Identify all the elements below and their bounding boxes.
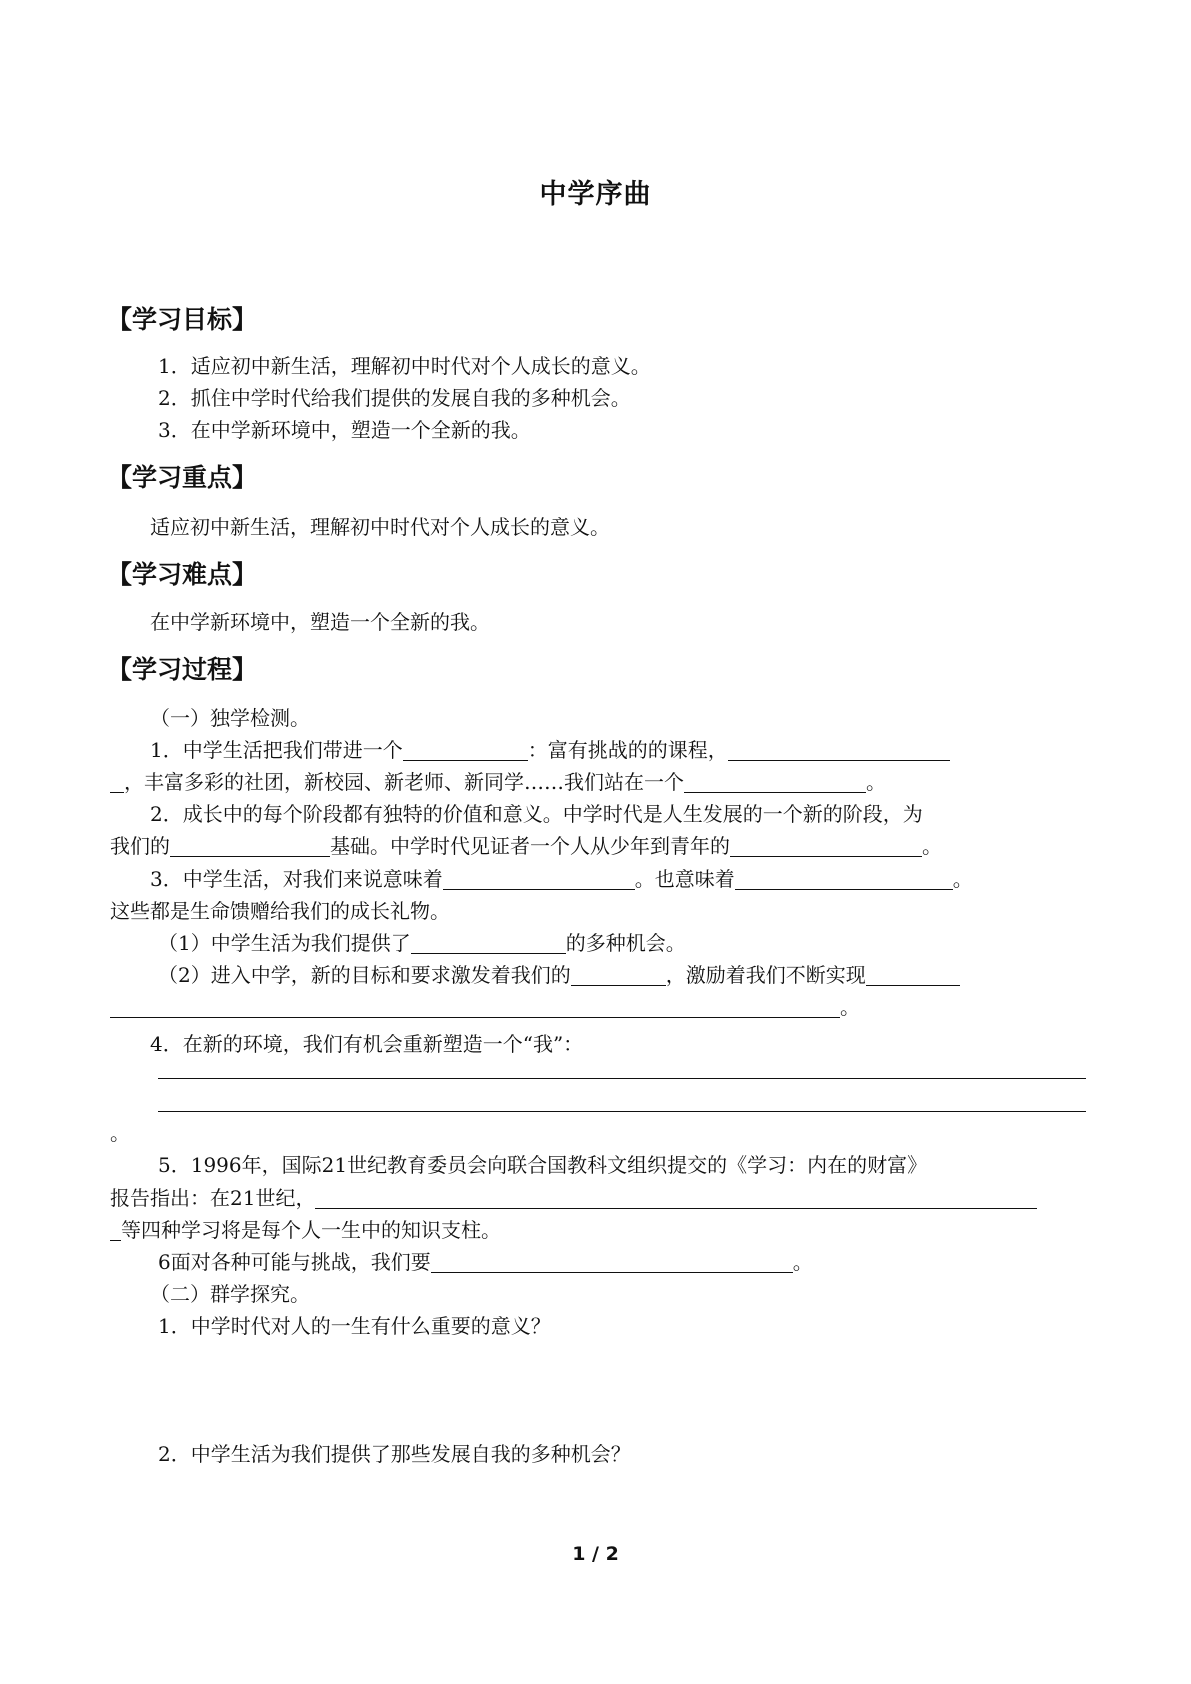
part2-label: （二）群学探究。 bbox=[150, 1282, 310, 1306]
fill-blank[interactable] bbox=[403, 738, 528, 761]
fill-blank[interactable] bbox=[730, 834, 922, 857]
q3-text-b: 。也意味着 bbox=[634, 867, 735, 891]
goal-item-1: 1．适应初中新生活，理解初中时代对个人成长的意义。 bbox=[158, 354, 651, 378]
q1-text-d: 。 bbox=[866, 770, 886, 794]
q2-text-b: 我们的 bbox=[110, 834, 170, 858]
page-number: 1 / 2 bbox=[572, 1543, 619, 1565]
q3-sub2-text-b: ，激励着我们不断实现 bbox=[665, 963, 866, 987]
exploration-question-1: 1．中学时代对人的一生有什么重要的意义？ bbox=[158, 1314, 551, 1338]
q3-sub2-text-a: （2）进入中学，新的目标和要求激发着我们的 bbox=[158, 963, 571, 987]
fill-blank[interactable] bbox=[571, 963, 666, 986]
q6-text-b: 。 bbox=[792, 1250, 813, 1274]
answer-line[interactable] bbox=[158, 1111, 1086, 1112]
fill-blank[interactable] bbox=[431, 1250, 793, 1273]
part1-label: （一）独学检测。 bbox=[150, 706, 310, 730]
answer-line[interactable] bbox=[158, 1078, 1086, 1079]
heading-process: 【学习过程】 bbox=[107, 655, 258, 684]
key-text: 适应初中新生活，理解初中时代对个人成长的意义。 bbox=[150, 515, 610, 539]
exploration-question-2: 2．中学生活为我们提供了那些发展自我的多种机会？ bbox=[158, 1442, 631, 1466]
fill-blank[interactable] bbox=[315, 1186, 1037, 1209]
q3-sub1-text-a: （1）中学生活为我们提供了 bbox=[158, 931, 411, 955]
question-5: 5．1996年，国际21世纪教育委员会向联合国教科文组织提交的《学习：内在的财富》 bbox=[158, 1153, 928, 1177]
heading-goals: 【学习目标】 bbox=[107, 305, 258, 334]
q1-text-a: 1．中学生活把我们带进一个 bbox=[150, 738, 403, 762]
question-5-cont-2 bbox=[110, 1217, 501, 1243]
question-2: 2．成长中的每个阶段都有独特的价值和意义。中学时代是人生发展的一个新的阶段，为 bbox=[150, 802, 923, 826]
q3-text-a: 3．中学生活，对我们来说意味着 bbox=[150, 867, 443, 891]
question-3-sub-2-cont bbox=[110, 994, 860, 1020]
question-3 bbox=[150, 866, 973, 892]
goal-item-3: 3．在中学新环境中，塑造一个全新的我。 bbox=[158, 418, 531, 442]
q5-text-b: 报告指出：在21世纪， bbox=[110, 1186, 316, 1210]
q3-text-c: 。 bbox=[952, 867, 973, 891]
q2-text-c: 基础。中学时代见证者一个人从少年到青年的 bbox=[330, 834, 730, 858]
fill-blank[interactable] bbox=[170, 834, 330, 857]
question-5-cont bbox=[110, 1185, 1037, 1211]
heading-key: 【学习重点】 bbox=[107, 463, 258, 492]
question-1-cont bbox=[110, 769, 886, 795]
goal-item-2: 2．抓住中学时代给我们提供的发展自我的多种机会。 bbox=[158, 386, 631, 410]
fill-blank[interactable] bbox=[110, 770, 124, 793]
fill-blank[interactable] bbox=[411, 931, 566, 954]
fill-blank[interactable] bbox=[684, 770, 866, 793]
q1-text-c: ，丰富多彩的社团，新校园、新老师、新同学……我们站在一个 bbox=[124, 770, 684, 794]
question-6 bbox=[158, 1249, 813, 1275]
heading-difficulty: 【学习难点】 bbox=[107, 560, 258, 589]
fill-blank[interactable] bbox=[866, 963, 960, 986]
question-3-sub-1 bbox=[158, 930, 686, 956]
fill-blank[interactable] bbox=[110, 995, 840, 1018]
fill-blank[interactable] bbox=[110, 1218, 121, 1241]
q6-text-a: 6面对各种可能与挑战，我们要 bbox=[158, 1250, 431, 1274]
q2-text-d: 。 bbox=[922, 834, 942, 858]
question-4-end: 。 bbox=[110, 1121, 130, 1145]
q3-sub1-text-b: 的多种机会。 bbox=[565, 931, 686, 955]
fill-blank[interactable] bbox=[735, 867, 953, 890]
fill-blank[interactable] bbox=[728, 738, 950, 761]
q5-text-c: 等四种学习将是每个人一生中的知识支柱。 bbox=[121, 1218, 501, 1242]
question-3-sub-2 bbox=[158, 962, 960, 988]
question-1 bbox=[150, 737, 950, 763]
question-2-cont bbox=[110, 833, 942, 859]
question-4: 4．在新的环境，我们有机会重新塑造一个“我”： bbox=[150, 1032, 584, 1056]
q3-sub2-text-c: 。 bbox=[840, 995, 860, 1019]
page-title: 中学序曲 bbox=[539, 179, 652, 210]
question-3-cont: 这些都是生命馈赠给我们的成长礼物。 bbox=[110, 899, 450, 923]
q1-text-b: ：富有挑战的的课程， bbox=[527, 738, 728, 762]
fill-blank[interactable] bbox=[443, 867, 635, 890]
difficulty-text: 在中学新环境中，塑造一个全新的我。 bbox=[150, 610, 490, 634]
